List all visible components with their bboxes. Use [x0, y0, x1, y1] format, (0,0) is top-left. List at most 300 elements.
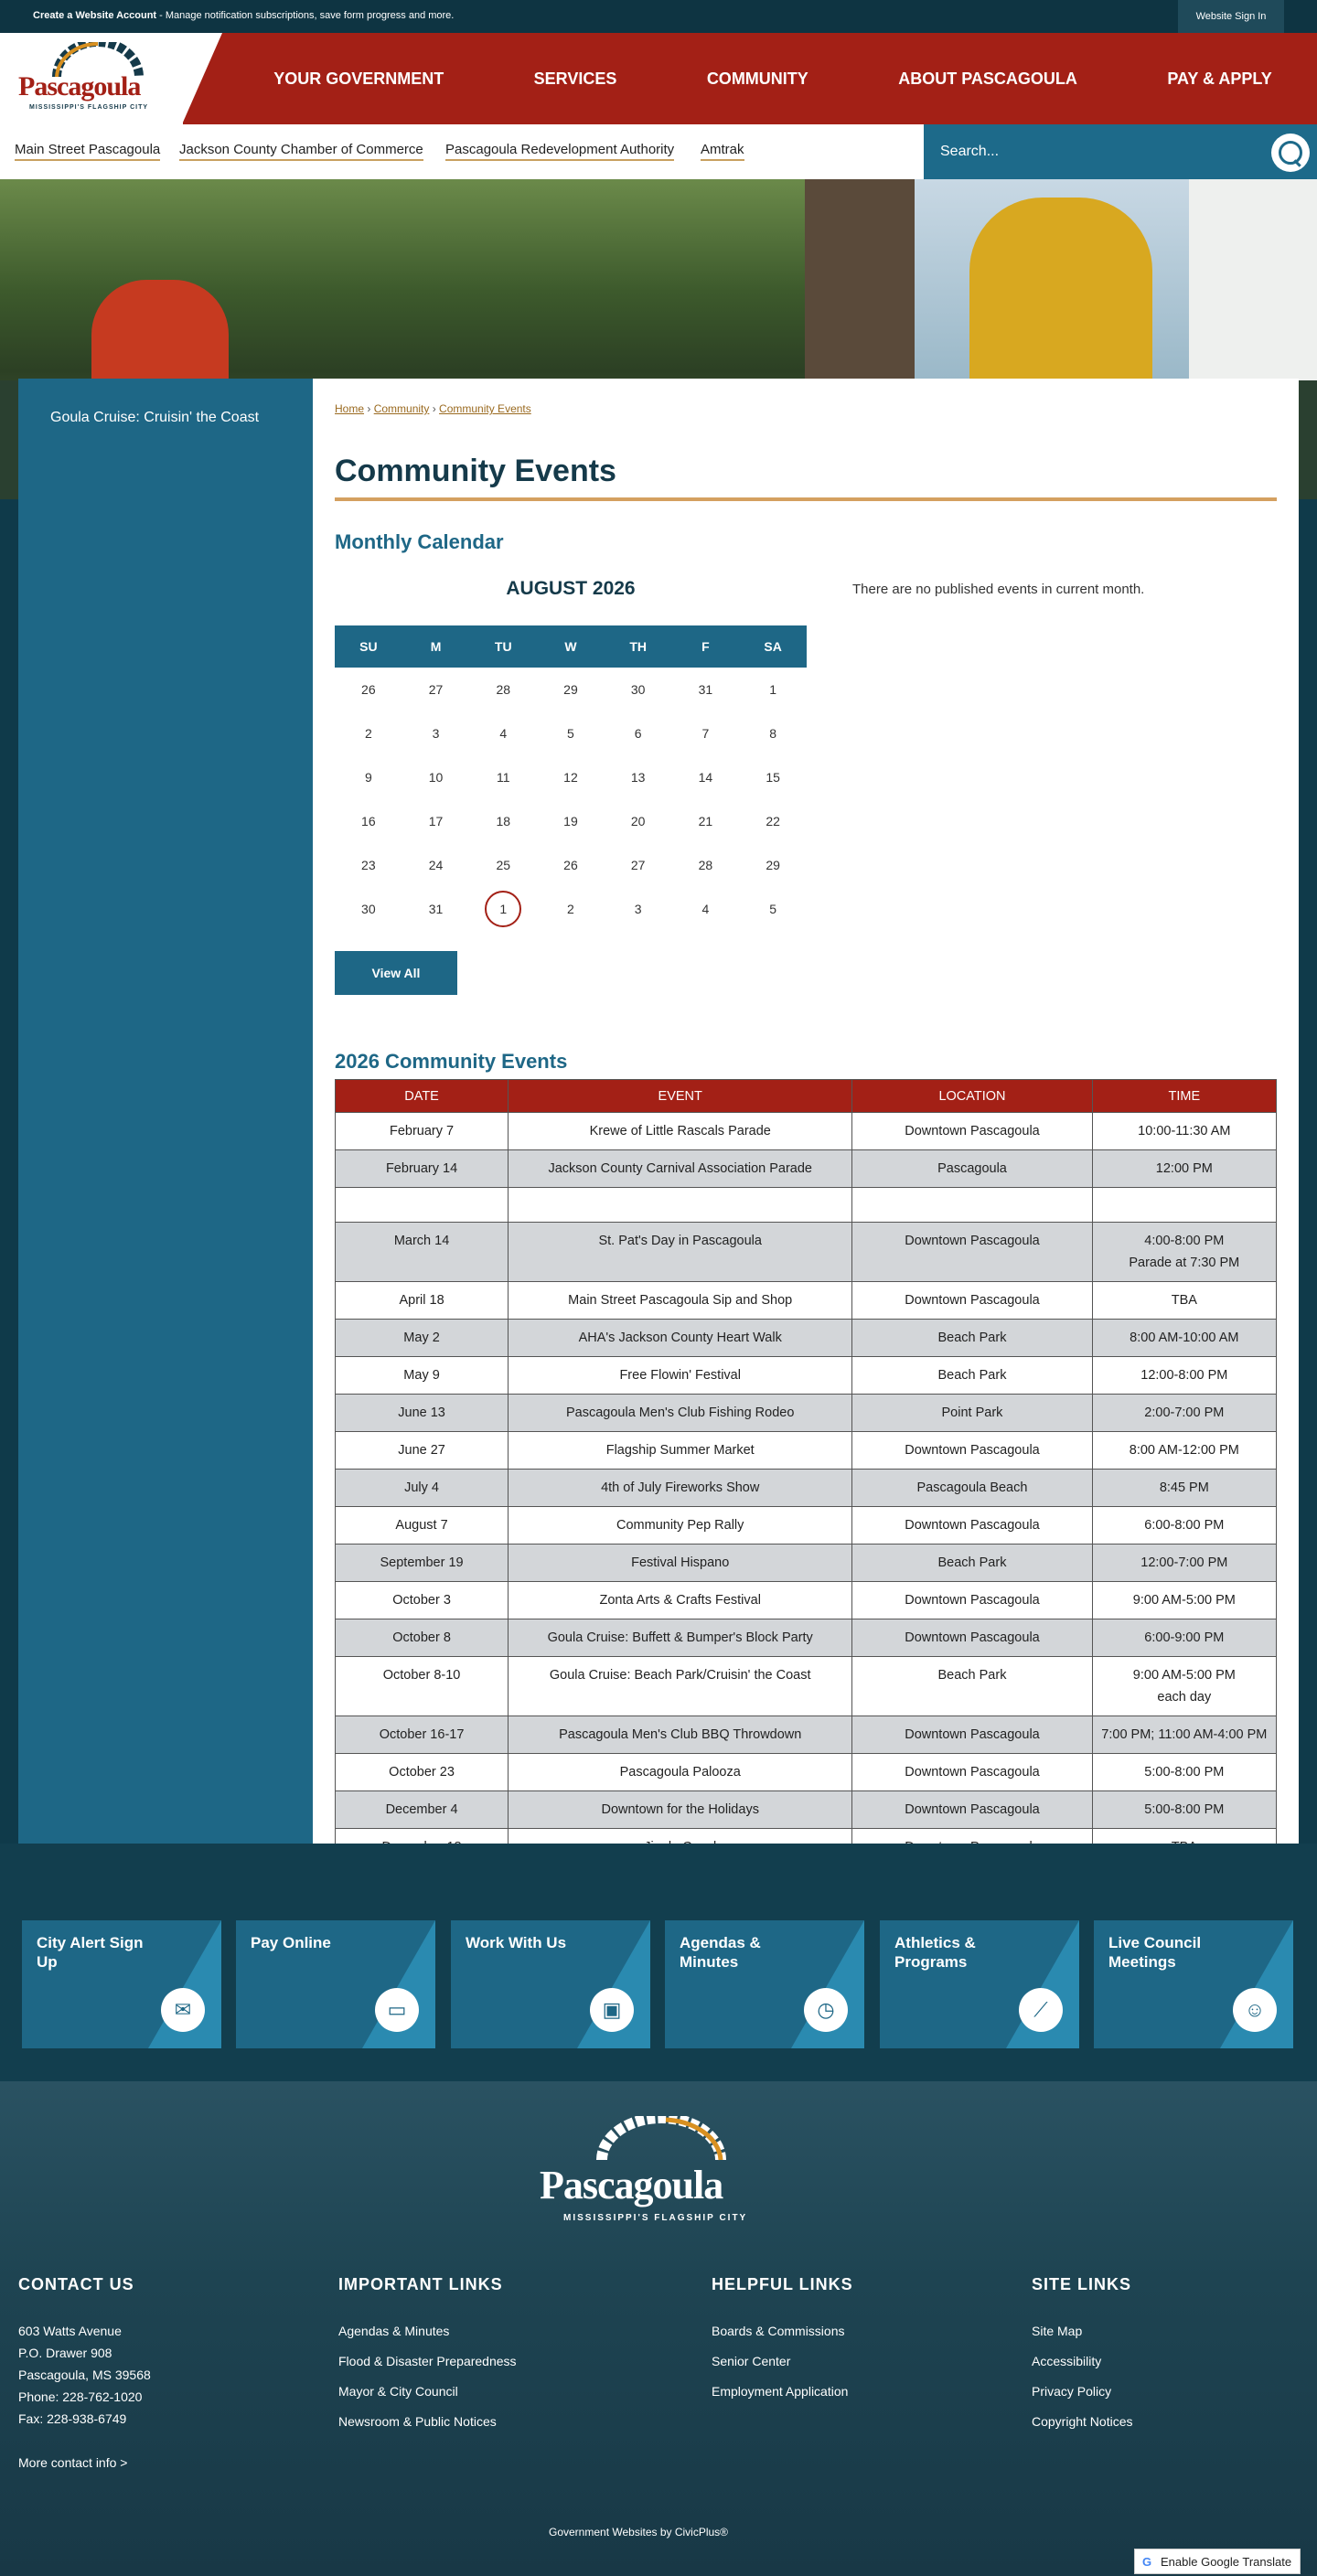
search-bar: [924, 124, 1317, 179]
calendar-day[interactable]: [469, 668, 537, 711]
sidebar-item-goula-cruise[interactable]: Goula Cruise: Cruisin' the Coast: [50, 410, 260, 425]
table-cell: [852, 1223, 1092, 1282]
contact-line: Pascagoula, MS 39568: [18, 2368, 151, 2382]
calendar-day-number: 5: [567, 726, 574, 741]
calendar-day[interactable]: [537, 843, 605, 887]
tile-label: Pay Online: [251, 1934, 331, 1951]
table-cell: [1092, 1223, 1276, 1282]
table-cell-text: Point Park: [941, 1406, 1003, 1420]
table-cell: [509, 1113, 852, 1150]
table-row: [336, 1754, 1277, 1791]
breadcrumb-home[interactable]: Home: [335, 402, 365, 415]
page-title: Community Events: [335, 454, 616, 488]
footer-helpful-links: [712, 2275, 853, 2410]
table-cell: [852, 1113, 1092, 1150]
calendar-day[interactable]: [335, 755, 402, 799]
table-cell-text: Pascagoula Beach: [916, 1480, 1028, 1495]
calendar-day[interactable]: [335, 843, 402, 887]
civicplus-credit[interactable]: Government Websites by CivicPlus®: [549, 2526, 729, 2539]
table-cell-text: March 14: [393, 1234, 450, 1248]
table-cell: [336, 1357, 509, 1395]
calendar-day[interactable]: [605, 887, 672, 931]
main-nav: [229, 33, 1317, 124]
events-column-header: DATE: [336, 1080, 509, 1113]
events-table: [335, 1079, 1277, 1904]
table-cell: [852, 1320, 1092, 1357]
calendar-day[interactable]: [739, 887, 807, 931]
calendar-day-number: 19: [563, 814, 578, 828]
table-cell-text: 9:00 AM-5:00 PM: [1132, 1593, 1236, 1608]
table-row: [336, 1470, 1277, 1507]
calendar-day[interactable]: [469, 799, 537, 843]
table-cell-text: 6:00-9:00 PM: [1144, 1630, 1225, 1645]
site-footer: [0, 2081, 1317, 2576]
calendar-day-number: 3: [432, 726, 440, 741]
table-cell: [852, 1357, 1092, 1395]
footer-logo-wordmark[interactable]: Pascagoula: [540, 2163, 723, 2207]
table-cell: [1092, 1113, 1276, 1150]
table-cell: [1092, 1320, 1276, 1357]
table-cell-text: Downtown Pascagoula: [905, 1802, 1040, 1817]
site-header: [0, 33, 1317, 124]
contact-line: Fax: 228-938-6749: [18, 2411, 127, 2426]
nav-pay-apply[interactable]: PAY & APPLY: [1167, 69, 1272, 88]
calendar-day-header: SU: [335, 625, 402, 668]
footer-helpful-title: HELPFUL LINKS: [712, 2275, 853, 2293]
calendar-day-number: 2: [364, 726, 372, 741]
calendar-day[interactable]: [605, 711, 672, 755]
table-cell: [852, 1791, 1092, 1829]
calendar-day[interactable]: [739, 668, 807, 711]
table-cell-text: September 19: [380, 1555, 464, 1570]
search-icon[interactable]: [1271, 134, 1310, 172]
calendar-day-number: 26: [361, 682, 376, 697]
table-cell: [852, 1657, 1092, 1716]
footer-link[interactable]: Newsroom & Public Notices: [338, 2414, 497, 2429]
calendar-day-number: 12: [563, 770, 578, 785]
table-cell-text: Pascagoula Men's Club BBQ Throwdown: [559, 1727, 802, 1742]
table-cell-text: Downtown Pascagoula: [905, 1124, 1040, 1138]
calendar-day-number: 14: [698, 770, 713, 785]
main-content: [313, 379, 1299, 1844]
table-cell: [336, 1657, 509, 1716]
calendar-day-header: SA: [739, 625, 807, 668]
table-cell-text: 12:00 PM: [1155, 1161, 1213, 1176]
nav-your-government[interactable]: YOUR GOVERNMENT: [273, 69, 444, 88]
people-icon: ☺: [1233, 1988, 1277, 2032]
calendar-week: [335, 668, 807, 711]
table-cell: [852, 1432, 1092, 1470]
footer-link[interactable]: Mayor & City Council: [338, 2384, 458, 2399]
search-input[interactable]: [940, 137, 1251, 166]
calendar-day[interactable]: [672, 799, 740, 843]
calendar-day-header: W: [537, 625, 605, 668]
tile-label: Agendas & Minutes: [680, 1934, 761, 1971]
table-cell-text: Pascagoula Men's Club Fishing Rodeo: [566, 1406, 795, 1420]
table-cell: [509, 1716, 852, 1754]
calendar-day[interactable]: [537, 755, 605, 799]
calendar-day[interactable]: [402, 755, 470, 799]
table-cell-text: Downtown Pascagoula: [905, 1293, 1040, 1308]
table-cell: [852, 1716, 1092, 1754]
table-cell-text: Downtown Pascagoula: [905, 1443, 1040, 1458]
table-cell: [336, 1282, 509, 1320]
table-cell-text: 6:00-8:00 PM: [1144, 1518, 1225, 1533]
table-cell-note: Parade at 7:30 PM: [1129, 1256, 1240, 1270]
calendar-day-number: 27: [630, 858, 646, 872]
table-cell-note: each day: [1157, 1690, 1212, 1705]
calendar-day[interactable]: [672, 668, 740, 711]
table-cell: [509, 1320, 852, 1357]
calendar-day[interactable]: [537, 799, 605, 843]
calendar-day-number: 4: [701, 902, 710, 916]
footer-link[interactable]: Privacy Policy: [1032, 2384, 1112, 2399]
table-cell: [852, 1188, 1092, 1223]
calendar-day-number: 24: [428, 858, 444, 872]
logo-wordmark: Pascagoula: [18, 71, 141, 102]
account-message[interactable]: [33, 10, 454, 21]
quick-link-chamber[interactable]: Jackson County Chamber of Commerce: [179, 142, 423, 161]
calendar-day[interactable]: [537, 668, 605, 711]
footer-link[interactable]: Accessibility: [1032, 2354, 1102, 2368]
table-cell-text: Downtown Pascagoula: [905, 1593, 1040, 1608]
table-cell-text: June 13: [398, 1406, 445, 1420]
calendar-day-number: 17: [428, 814, 444, 828]
calendar-day-number: 16: [361, 814, 376, 828]
table-cell-text: August 7: [395, 1518, 448, 1533]
calendar-day[interactable]: [469, 843, 537, 887]
calendar-day-number: 18: [496, 814, 511, 828]
calendar-day[interactable]: [402, 843, 470, 887]
table-cell: [852, 1754, 1092, 1791]
table-cell-text: October 23: [389, 1765, 455, 1780]
calendar-week: [335, 711, 807, 755]
calendar-day[interactable]: [469, 887, 537, 931]
calendar-day-header: M: [402, 625, 470, 668]
footer-link[interactable]: Copyright Notices: [1032, 2414, 1133, 2429]
table-cell-text: June 27: [398, 1443, 445, 1458]
breadcrumb-current[interactable]: Community Events: [439, 402, 531, 415]
table-row: [336, 1545, 1277, 1582]
table-cell-text: April 18: [399, 1293, 444, 1308]
tile-label: Athletics & Programs: [894, 1934, 976, 1971]
table-cell-text: 2:00-7:00 PM: [1144, 1406, 1225, 1420]
table-cell-text: Krewe of Little Rascals Parade: [589, 1124, 771, 1138]
calendar-month: AUGUST 2026: [506, 578, 636, 599]
table-cell-text: Downtown Pascagoula: [905, 1518, 1040, 1533]
quick-link-redevelopment[interactable]: Pascagoula Redevelopment Authority: [445, 142, 674, 161]
calendar-day[interactable]: [739, 755, 807, 799]
table-cell: [336, 1582, 509, 1619]
quick-link-main-street[interactable]: Main Street Pascagoula: [15, 142, 160, 161]
footer-link[interactable]: Agendas & Minutes: [338, 2324, 450, 2338]
breadcrumb: [335, 402, 531, 415]
footer-logo-tagline: MISSISSIPPI'S FLAGSHIP CITY: [563, 2213, 748, 2223]
table-cell-text: Beach Park: [937, 1668, 1007, 1683]
calendar-week: [335, 755, 807, 799]
calendar-day[interactable]: [672, 887, 740, 931]
table-cell: [336, 1395, 509, 1432]
quick-tile[interactable]: [451, 1920, 650, 2048]
table-cell: [509, 1432, 852, 1470]
create-account-link[interactable]: Create a Website Account: [33, 10, 157, 21]
table-cell-text: May 9: [403, 1368, 440, 1383]
table-cell-text: 12:00-7:00 PM: [1140, 1555, 1228, 1570]
quick-tile[interactable]: [236, 1920, 435, 2048]
nav-services[interactable]: SERVICES: [533, 69, 617, 88]
table-row: [336, 1357, 1277, 1395]
table-cell-text: July 4: [404, 1480, 439, 1495]
footer-contact: [18, 2275, 151, 2482]
table-cell-text: Downtown Pascagoula: [905, 1234, 1040, 1248]
table-cell-text: 7:00 PM; 11:00 AM-4:00 PM: [1101, 1727, 1268, 1742]
table-cell: [336, 1507, 509, 1545]
account-message-text: - Manage notification subscriptions, save form progress and more.: [156, 10, 455, 21]
table-cell: [1092, 1188, 1276, 1223]
table-cell-text: February 14: [385, 1161, 458, 1176]
calendar-day[interactable]: [402, 887, 470, 931]
table-cell: [852, 1619, 1092, 1657]
quick-tile[interactable]: [880, 1920, 1079, 2048]
events-column-header: EVENT: [509, 1080, 852, 1113]
table-cell: [1092, 1395, 1276, 1432]
table-cell: [1092, 1716, 1276, 1754]
table-cell: [509, 1657, 852, 1716]
nav-about[interactable]: ABOUT PASCAGOULA: [898, 69, 1077, 88]
calendar-day[interactable]: [335, 711, 402, 755]
tile-label: City Alert Sign Up: [37, 1934, 144, 1971]
table-cell: [1092, 1619, 1276, 1657]
calendar-day[interactable]: [739, 711, 807, 755]
table-row: [336, 1320, 1277, 1357]
quick-tile[interactable]: [665, 1920, 864, 2048]
calendar-day-number: 1: [769, 682, 776, 697]
quick-link-amtrak[interactable]: Amtrak: [701, 142, 744, 161]
calendar-day[interactable]: [402, 711, 470, 755]
calendar-day[interactable]: [605, 668, 672, 711]
calendar-day[interactable]: [605, 843, 672, 887]
calendar-day-header: TU: [469, 625, 537, 668]
table-row: [336, 1395, 1277, 1432]
calendar-clock-icon: ◷: [804, 1988, 848, 2032]
table-cell: [336, 1754, 509, 1791]
table-cell: [509, 1754, 852, 1791]
table-cell-text: Beach Park: [937, 1368, 1007, 1383]
table-cell-text: May 2: [403, 1331, 440, 1345]
calendar-week: [335, 887, 807, 931]
calendar-day[interactable]: [739, 799, 807, 843]
table-cell: [509, 1188, 852, 1223]
calendar-day-number: 1: [485, 891, 521, 927]
logo-slant: [182, 33, 222, 124]
table-cell-text: Jackson County Carnival Association Parade: [548, 1161, 812, 1176]
footer-logo-arc-icon: [593, 2116, 730, 2162]
table-cell-text: Goula Cruise: Beach Park/Cruisin' the Coast: [549, 1668, 811, 1683]
table-cell-text: 12:00-8:00 PM: [1140, 1368, 1228, 1383]
table-cell-text: 5:00-8:00 PM: [1144, 1765, 1225, 1780]
calendar-day-number: 31: [428, 902, 444, 916]
alert-icon: ✉: [161, 1988, 205, 2032]
footer-link[interactable]: Senior Center: [712, 2354, 791, 2368]
calendar-day-number: 10: [428, 770, 444, 785]
table-cell: [336, 1223, 509, 1282]
table-cell-text: Goula Cruise: Buffett & Bumper's Block Party: [547, 1630, 813, 1645]
calendar-day[interactable]: [605, 799, 672, 843]
table-row: [336, 1223, 1277, 1282]
calendar-day[interactable]: [335, 887, 402, 931]
view-all-button[interactable]: View All: [335, 951, 457, 995]
quick-links-bar: [0, 124, 924, 179]
calendar-day-number: 8: [769, 726, 776, 741]
table-cell-text: October 8: [392, 1630, 451, 1645]
table-cell: [509, 1619, 852, 1657]
calendar-day-number: 29: [766, 858, 780, 872]
table-row: [336, 1282, 1277, 1320]
table-cell: [509, 1507, 852, 1545]
table-row: [336, 1791, 1277, 1829]
table-cell: [1092, 1507, 1276, 1545]
footer-link[interactable]: Employment Application: [712, 2384, 849, 2399]
calendar-day[interactable]: [537, 711, 605, 755]
calendar-grid: [335, 625, 807, 931]
calendar-day-number: 11: [496, 770, 510, 785]
calendar-day[interactable]: [335, 799, 402, 843]
table-cell: [509, 1282, 852, 1320]
table-row: [336, 1582, 1277, 1619]
table-cell-text: Community Pep Rally: [616, 1518, 744, 1533]
briefcase-icon: ▣: [590, 1988, 634, 2032]
credit-card-icon: ▭: [375, 1988, 419, 2032]
table-cell-text: December 4: [385, 1802, 458, 1817]
calendar-day-number: 3: [634, 902, 642, 916]
contact-line: Phone: 228-762-1020: [18, 2389, 143, 2404]
breadcrumb-community[interactable]: Community: [373, 402, 430, 415]
calendar-day[interactable]: [739, 843, 807, 887]
table-cell: [509, 1545, 852, 1582]
table-cell-text: 10:00-11:30 AM: [1138, 1124, 1231, 1138]
table-cell-text: 4th of July Fireworks Show: [601, 1480, 760, 1495]
more-contact-link[interactable]: More contact info >: [18, 2455, 128, 2470]
table-cell-text: Zonta Arts & Crafts Festival: [599, 1593, 761, 1608]
table-row: [336, 1113, 1277, 1150]
logo-link[interactable]: [0, 33, 183, 124]
table-cell-text: Free Flowin' Festival: [619, 1368, 741, 1383]
contact-line: 603 Watts Avenue: [18, 2324, 122, 2338]
footer-link[interactable]: Site Map: [1032, 2324, 1083, 2338]
calendar-day-number: 5: [769, 902, 776, 916]
events-column-header: LOCATION: [852, 1080, 1092, 1113]
kayak-icon: ⟋: [1019, 1988, 1063, 2032]
footer-link[interactable]: Flood & Disaster Preparedness: [338, 2354, 517, 2368]
table-cell: [336, 1470, 509, 1507]
table-row: [336, 1432, 1277, 1470]
table-cell-text: 8:45 PM: [1159, 1480, 1209, 1495]
quick-tile[interactable]: [22, 1920, 221, 2048]
quick-tile[interactable]: [1094, 1920, 1293, 2048]
breadcrumb-separator: ›: [429, 402, 440, 415]
google-translate-button[interactable]: G Enable Google Translate: [1134, 2549, 1301, 2574]
table-cell-text: Festival Hispano: [631, 1555, 730, 1570]
sign-in-button[interactable]: Website Sign In: [1178, 0, 1284, 33]
table-cell: [1092, 1432, 1276, 1470]
calendar-day[interactable]: [605, 755, 672, 799]
calendar-day-number: 15: [766, 770, 780, 785]
logo-tagline: MISSISSIPPI'S FLAGSHIP CITY: [29, 104, 149, 111]
table-cell-text: October 16-17: [379, 1727, 465, 1742]
tile-label: Work With Us: [466, 1934, 567, 1951]
table-row: [336, 1188, 1277, 1223]
footer-contact-title: CONTACT US: [18, 2275, 134, 2293]
table-cell: [509, 1582, 852, 1619]
table-cell: [509, 1791, 852, 1829]
calendar-week: [335, 799, 807, 843]
calendar-day[interactable]: [469, 755, 537, 799]
table-cell: [852, 1282, 1092, 1320]
table-cell-text: Downtown Pascagoula: [905, 1630, 1040, 1645]
table-cell-text: Downtown Pascagoula: [905, 1765, 1040, 1780]
calendar-day-number: 30: [361, 902, 376, 916]
footer-important-title: IMPORTANT LINKS: [338, 2275, 503, 2293]
calendar-day[interactable]: [672, 711, 740, 755]
calendar-day-number: 13: [630, 770, 646, 785]
calendar-day-number: 2: [567, 902, 574, 916]
calendar-day-number: 9: [364, 770, 372, 785]
utility-bar: [0, 0, 1317, 33]
breadcrumb-separator: ›: [364, 402, 374, 415]
table-cell-text: Pascagoula: [937, 1161, 1007, 1176]
calendar-day-number: 28: [496, 682, 511, 697]
calendar-day-number: 23: [361, 858, 376, 872]
table-cell: [336, 1150, 509, 1188]
events-column-header: TIME: [1092, 1080, 1276, 1113]
table-cell: [336, 1545, 509, 1582]
hero-tree: [805, 179, 915, 390]
table-cell-text: 4:00-8:00 PM: [1144, 1234, 1225, 1248]
table-cell: [336, 1432, 509, 1470]
calendar-day[interactable]: [537, 887, 605, 931]
calendar-day-header: TH: [605, 625, 672, 668]
events-heading: 2026 Community Events: [335, 1050, 568, 1073]
calendar-day-number: 21: [698, 814, 713, 828]
table-cell: [336, 1188, 509, 1223]
calendar-day-number: 6: [634, 726, 642, 741]
calendar-day-number: 31: [698, 682, 713, 697]
calendar-day[interactable]: [672, 755, 740, 799]
table-cell-text: 8:00 AM-10:00 AM: [1130, 1331, 1239, 1345]
table-cell: [1092, 1754, 1276, 1791]
table-cell: [336, 1320, 509, 1357]
calendar-heading: Monthly Calendar: [335, 530, 504, 553]
calendar-day[interactable]: [335, 668, 402, 711]
calendar-day[interactable]: [469, 711, 537, 755]
footer-important-links: [338, 2275, 517, 2441]
calendar-week: [335, 843, 807, 887]
calendar-day[interactable]: [402, 668, 470, 711]
sidebar: [18, 379, 313, 1844]
calendar-day-number: 30: [630, 682, 646, 697]
footer-link[interactable]: Boards & Commissions: [712, 2324, 845, 2338]
calendar-day-number: 27: [428, 682, 444, 697]
table-cell: [509, 1150, 852, 1188]
table-cell-text: 9:00 AM-5:00 PM: [1132, 1668, 1236, 1683]
table-cell: [852, 1395, 1092, 1432]
nav-community[interactable]: COMMUNITY: [706, 69, 808, 88]
calendar-day[interactable]: [402, 799, 470, 843]
table-cell-text: AHA's Jackson County Heart Walk: [578, 1331, 782, 1345]
calendar-day[interactable]: [672, 843, 740, 887]
table-cell-text: Beach Park: [937, 1331, 1007, 1345]
calendar-day-number: 29: [563, 682, 578, 697]
